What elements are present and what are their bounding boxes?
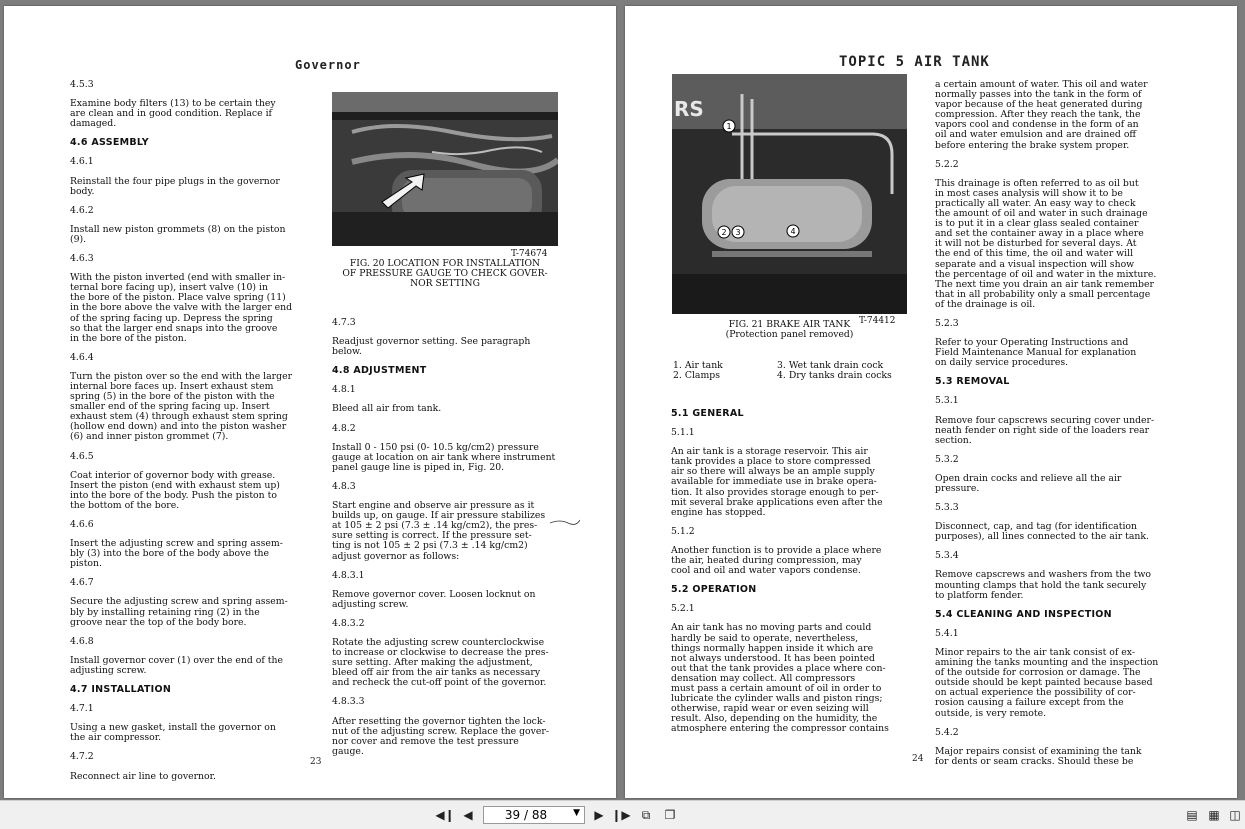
- paragraph: Turn the piston over so the end with the larger internal bore faces up. Insert exhaust stem spring (5) in the bore of the piston with the smaller end of the spring facing up. Insert exhaust stem (4) through exhaust stem spring (hollow end down) and into the piston washer (6) and inner piston grommet (7).: [70, 370, 293, 443]
- paragraph: Using a new gasket, install the governor on the air compressor.: [70, 722, 276, 744]
- page-header: Governor: [295, 58, 361, 72]
- paragraph-number: 4.8.2: [332, 422, 356, 434]
- paragraph: Remove capscrews and washers from the two mounting clamps that hold the tank securely to platform fender.: [935, 569, 1152, 601]
- viewer-toolbar: [0, 800, 1245, 829]
- paragraph-number: 4.6.2: [70, 204, 94, 216]
- document-page-left: [4, 6, 616, 798]
- paragraph: Major repairs consist of examining the tank for dents or seam cracks. Should these be: [935, 745, 1142, 767]
- paragraph-number: 4.6.7: [70, 577, 94, 589]
- paragraph-number: 5.2.2: [935, 158, 959, 170]
- paragraph: This drainage is often referred to as oil but in most cases analysis will show it to be practically all water. An easy way to check the amount of oil and water in such drainage is to put it in a clear glass sealed container and set the container away in a place where it will not be disturbed for several days. At the end of this time, the oil and water will separate and a visual inspection will show the percentage of oil and water in the mixture. The next time you drain an air tank remember that in all probability only a small percentage of the drainage is oil.: [935, 177, 1157, 310]
- text-column-1: [70, 80, 320, 791]
- paragraph: Reconnect air line to governor.: [70, 770, 216, 782]
- paragraph-number: 5.3.1: [935, 395, 959, 407]
- section-heading: 5.3 REMOVAL: [935, 376, 1010, 388]
- legend-item-3: 3. Wet tank drain cock: [777, 360, 884, 371]
- copy-pages-icon[interactable]: ❐: [664, 808, 676, 822]
- paragraph-number: 4.7.1: [70, 703, 94, 715]
- next-page-icon[interactable]: ▶: [594, 808, 604, 822]
- paragraph: Reinstall the four pipe plugs in the governor body.: [70, 175, 280, 197]
- paragraph-number: 5.4.1: [935, 627, 959, 639]
- paragraph: Install new piston grommets (8) on the piston (9).: [70, 223, 286, 245]
- callout-4: 4: [790, 227, 796, 236]
- page-select-dropdown[interactable]: [483, 806, 585, 824]
- paragraph: Rotate the adjusting screw counterclockwise to increase or clockwise to decrease the pres- sure setting. After making the adjustment, bleed off air from the air tanks as necessary and recheck the cut-off point of the governor.: [332, 636, 549, 689]
- section-heading: 5.1 GENERAL: [671, 408, 744, 419]
- document-page-right: [625, 6, 1237, 798]
- text-column-2: [332, 318, 577, 766]
- paragraph: a certain amount of water. This oil and water normally passes into the tank in the form of vapor because of the heat generated during compression. After they reach the tank, the vapors cool and condense in the form of an oil and water emulsion and are drained off before entering the brake system proper.: [935, 79, 1148, 151]
- page-header: TOPIC 5 AIR TANK: [839, 54, 990, 70]
- figure-21-caption: FIG. 21 BRAKE AIR TANK (Protection panel removed): [725, 319, 854, 340]
- last-page-icon[interactable]: ❙▶: [611, 808, 631, 822]
- text-column-1: [671, 409, 916, 743]
- paragraph: An air tank is a storage reservoir. This air tank provides a place to store compressed air so there will always be an ample supply available for immediate use in brake opera- tion. It also provides storage enough to per- mit several brake applications even after the engine has stopped.: [671, 446, 883, 518]
- callout-2: 2: [721, 228, 727, 237]
- section-heading: 5.4 CLEANING AND INSPECTION: [935, 608, 1112, 620]
- paragraph-number: 4.8.3: [332, 480, 356, 492]
- paragraph: Disconnect, cap, and tag (for identification purposes), all lines connected to the air tank.: [935, 521, 1149, 543]
- paragraph-number: 4.6.4: [70, 351, 94, 363]
- paragraph-number: 5.1.2: [671, 525, 695, 537]
- legend-item-2: 2. Clamps: [673, 370, 720, 381]
- paragraph-number: 4.8.3.2: [332, 617, 365, 629]
- previous-page-icon[interactable]: ◀: [463, 808, 473, 822]
- paragraph: Examine body filters (13) to be certain they are clean and in good condition. Replace if damaged.: [70, 98, 276, 130]
- callout-3: 3: [735, 228, 741, 237]
- figure-21-number: T-74412: [859, 316, 896, 326]
- pen-mark: [550, 517, 580, 527]
- figure-21-photo: [672, 74, 907, 314]
- section-heading: 5.2 OPERATION: [671, 584, 757, 596]
- page-number: 23: [310, 757, 322, 767]
- paragraph-number: 5.4.2: [935, 726, 959, 738]
- page-number: 24: [912, 754, 924, 764]
- paragraph-number: 5.3.3: [935, 502, 959, 514]
- legend-item-1: 1. Air tank: [673, 360, 723, 371]
- paragraph-number: 4.8.1: [332, 384, 356, 396]
- paragraph-number: 4.7.3: [332, 317, 356, 328]
- text-column-2: [935, 80, 1185, 776]
- paragraph: Secure the adjusting screw and spring assem- bly by installing retaining ring (2) in the groove near the top of the body bore.: [70, 596, 288, 628]
- paragraph-number: 5.2.1: [671, 603, 695, 615]
- section-heading: 4.8 ADJUSTMENT: [332, 365, 427, 377]
- paragraph: Readjust governor setting. See paragraph below.: [332, 336, 531, 358]
- paragraph: Coat interior of governor body with grease. Insert the piston (end with exhaust stem up) into the bore of the body. Push the piston to the bottom of the bore.: [70, 469, 280, 511]
- paragraph-number: 4.6.5: [70, 450, 94, 462]
- paragraph: Bleed all air from tank.: [332, 403, 442, 415]
- first-page-icon[interactable]: ◀❙: [435, 808, 455, 822]
- figure-20-caption: FIG. 20 LOCATION FOR INSTALLATION OF PRESSURE GAUGE TO CHECK GOVER- NOR SETTING: [342, 258, 548, 289]
- paragraph-number: 5.1.1: [671, 427, 695, 439]
- paragraph-number: 4.6.3: [70, 253, 94, 265]
- single-page-view-icon[interactable]: ▤: [1186, 808, 1198, 822]
- paragraph: Refer to your Operating Instructions and Field Maintenance Manual for explanation on daily service procedures.: [935, 337, 1137, 369]
- spread-view-icon[interactable]: ◫: [1229, 808, 1241, 822]
- paragraph: After resetting the governor tighten the lock- nut of the adjusting screw. Replace the gover- nor cover and remove the test pressure gauge.: [332, 715, 549, 757]
- figure-20-photo: [332, 92, 558, 246]
- callout-1: 1: [726, 122, 732, 131]
- chevron-down-icon: ▼: [573, 808, 580, 818]
- paragraph: Install 0 - 150 psi (0- 10.5 kg/cm2) pressure gauge at location on air tank where instrument panel gauge line is piped in, Fig. 20.: [332, 441, 556, 473]
- paragraph: Start engine and observe air pressure as it builds up, on gauge. If air pressure stabilizes at 105 ± 2 psi (7.3 ± .14 kg/cm2), the pres- sure setting is correct. If the pressure set- ting is not 105 ± 2 psi (7.3 ± .14 kg/cm2) adjust governor as follows:: [332, 500, 546, 562]
- paragraph-number: 4.5.3: [70, 79, 94, 90]
- paragraph-number: 4.8.3.3: [332, 696, 365, 708]
- paragraph: Install governor cover (1) over the end of the adjusting screw.: [70, 654, 283, 676]
- paragraph-number: 5.3.2: [935, 453, 959, 465]
- paragraph-number: 4.6.8: [70, 635, 94, 647]
- paragraph: Minor repairs to the air tank consist of ex- amining the tanks mounting and the inspection of the outside for corrosion or damage. The outside should be kept painted because based on actual experience the possibility of cor- rosion causing a failure except from the outside, is very remote.: [935, 646, 1159, 719]
- paragraph-number: 4.7.2: [70, 751, 94, 763]
- two-page-view-icon[interactable]: ▦: [1208, 808, 1220, 822]
- section-heading: 4.6 ASSEMBLY: [70, 137, 149, 149]
- figure-label-rs: RS: [674, 97, 704, 121]
- paragraph-number: 5.3.4: [935, 550, 959, 562]
- rotate-page-icon[interactable]: ⧉: [641, 807, 651, 822]
- paragraph: Remove governor cover. Loosen locknut on adjusting screw.: [332, 588, 536, 610]
- page-indicator: 39 / 88: [504, 808, 548, 822]
- paragraph: With the piston inverted (end with smaller in- ternal bore facing up), insert valve (10) in the bore of the piston. Place valve spring (11) in the bore above the valve with the larger end of the spring facing up. Depress the spring so that the larger end snaps into the groove in the bore of the piston.: [70, 272, 293, 344]
- paragraph-number: 4.6.1: [70, 156, 94, 168]
- section-heading: 4.7 INSTALLATION: [70, 684, 172, 696]
- paragraph-number: 4.6.6: [70, 519, 94, 530]
- figure-20-number: T-74674: [511, 249, 548, 259]
- paragraph-number: 4.8.3.1: [332, 569, 365, 581]
- paragraph: Open drain cocks and relieve all the air pressure.: [935, 472, 1122, 494]
- legend-item-4: 4. Dry tanks drain cocks: [777, 370, 892, 381]
- paragraph: Insert the adjusting screw and spring assem- bly (3) into the bore of the body above the piston.: [70, 538, 283, 570]
- paragraph: Remove four capscrews securing cover under- neath fender on right side of the loaders rear section.: [935, 414, 1155, 446]
- paragraph-number: 5.2.3: [935, 317, 959, 329]
- paragraph: An air tank has no moving parts and could hardly be said to operate, nevertheless, things normally happen inside it which are not always understood. It has been pointed out that the tank provides a place where con- densation may collect. All compressors must pass a certain amount of oil in order to lubricate the cylinder walls and piston rings; otherwise, rapid wear or even seizing will result. Also, depending on the humidity, the atmosphere entering the compressor contains: [671, 622, 889, 735]
- paragraph: Another function is to provide a place where the air, heated during compression, may cool and oil and water vapors condense.: [671, 544, 882, 577]
